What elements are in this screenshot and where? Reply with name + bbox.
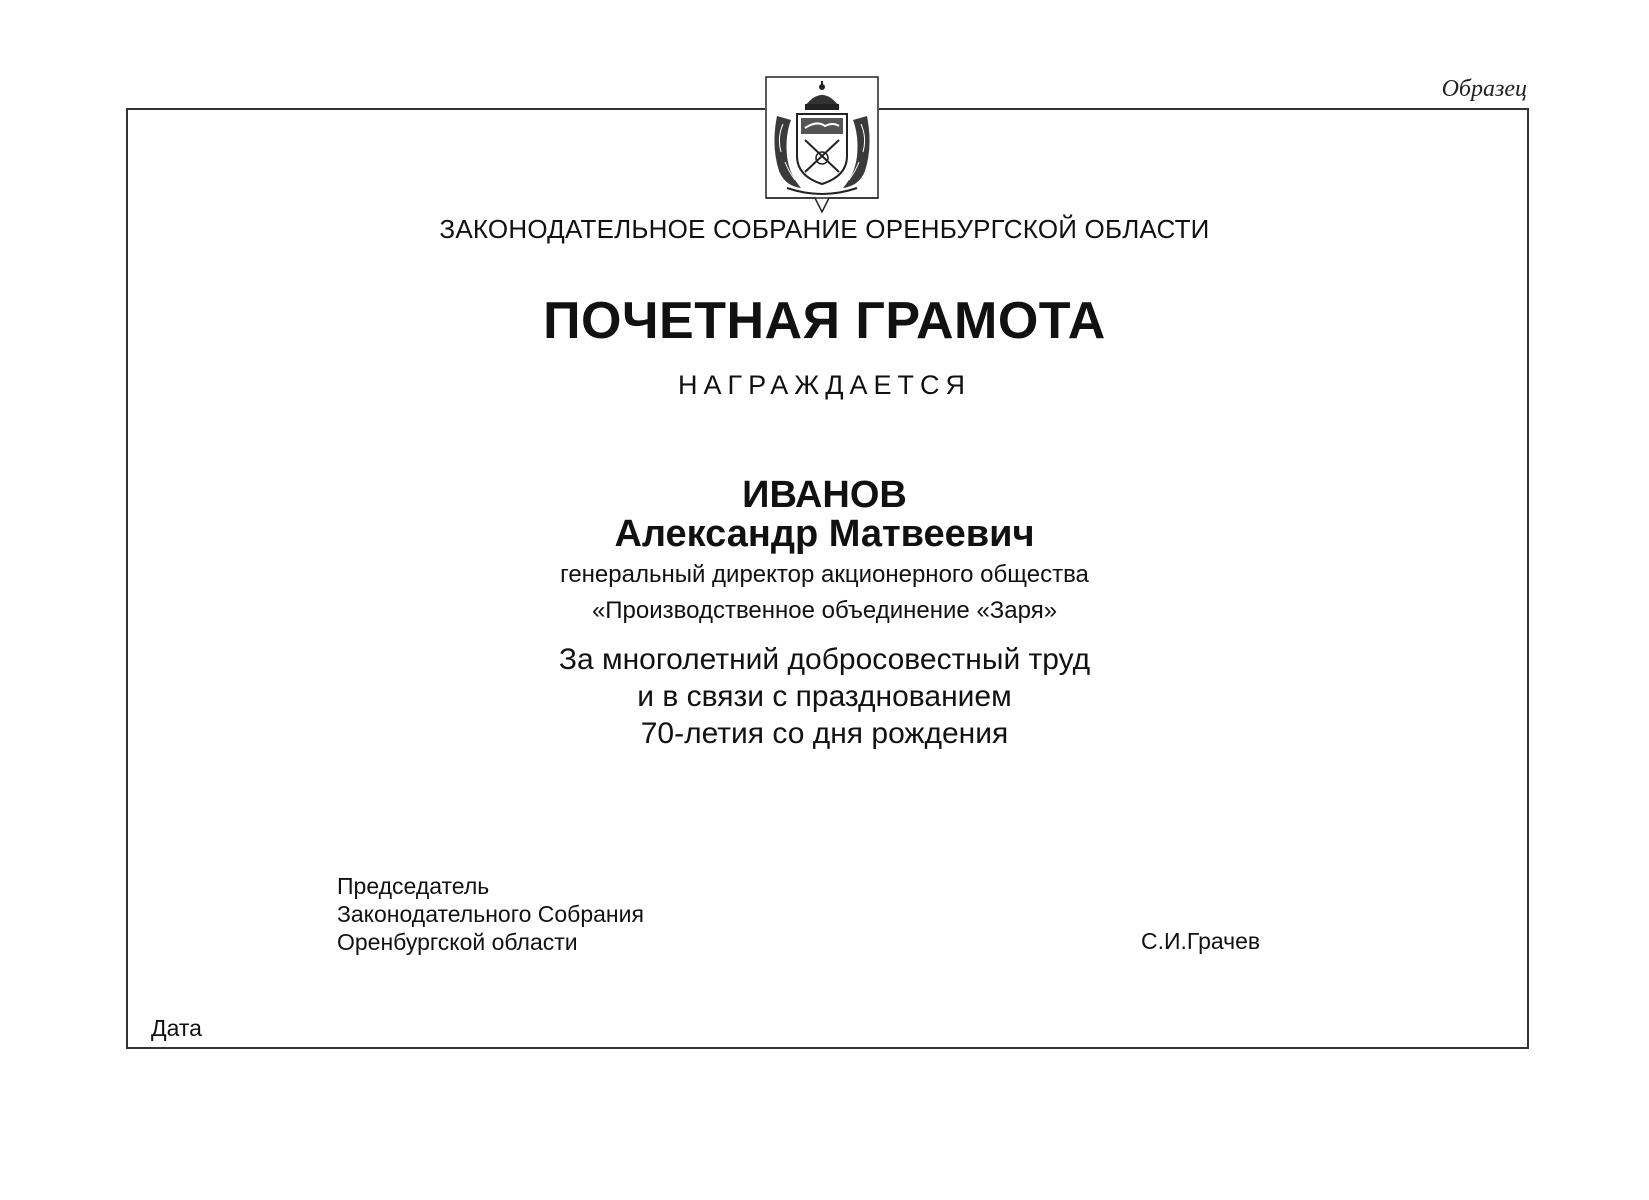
institution-name: ЗАКОНОДАТЕЛЬНОЕ СОБРАНИЕ ОРЕНБУРГСКОЙ ОБЛАСТИ	[439, 214, 1210, 244]
recipient-position-line: генеральный директор акционерного общества	[560, 561, 1089, 588]
signer-title-line: Председатель	[337, 873, 490, 899]
recipient-given-name: Александр Матвеевич	[614, 513, 1035, 555]
signer-title	[337, 872, 644, 956]
recipient-surname: ИВАНОВ	[742, 474, 907, 516]
signer-title-line: Законодательного Собрания	[337, 901, 644, 927]
recipient-organization-line: «Производственное объединение «Заря»	[591, 597, 1058, 624]
sample-mark: Образец	[1441, 76, 1527, 102]
signer-title-line: Оренбургской области	[337, 929, 578, 955]
date-label: Дата	[151, 1015, 202, 1041]
signer-name: С.И.Грачев	[1141, 928, 1261, 954]
award-reason-line: За многолетний добросовестный труд	[558, 643, 1091, 676]
award-reason-line: 70-летия со дня рождения	[640, 717, 1009, 750]
award-reason-line: и в связи с празднованием	[637, 680, 1012, 713]
coat-of-arms-icon	[765, 76, 879, 216]
certificate-title: ПОЧЕТНАЯ ГРАМОТА	[543, 292, 1106, 350]
awarded-label: НАГРАЖДАЕТСЯ	[677, 370, 972, 400]
